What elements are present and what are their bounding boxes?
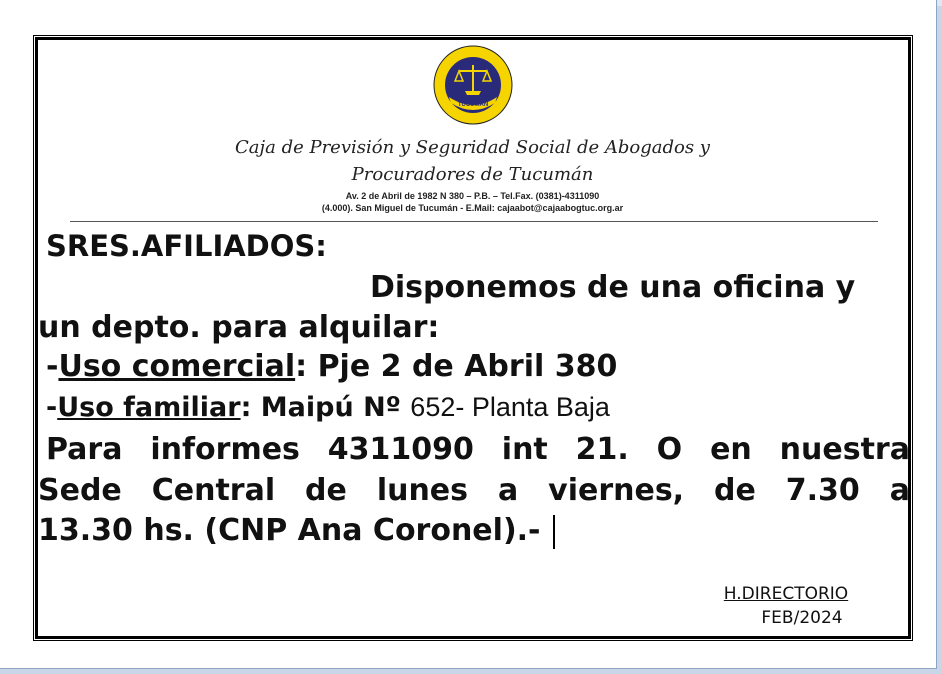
family-use-address: : Maipú Nº	[240, 392, 411, 423]
commercial-use-label: Uso comercial	[58, 349, 296, 384]
svg-text:TUCUMAN: TUCUMAN	[457, 102, 489, 108]
signature-date: FEB/2024	[761, 608, 843, 628]
organization-name-line1: Caja de Previsión y Seguridad Social de Abogados y	[235, 137, 710, 158]
info-word: a	[497, 473, 519, 508]
header-divider	[70, 221, 878, 222]
commercial-use-address: : Pje 2 de Abril 380	[295, 349, 618, 384]
info-line1	[46, 432, 910, 467]
info-word: viernes,	[548, 473, 685, 508]
organization-name-line2: Procuradores de Tucumán	[351, 164, 594, 185]
info-word: en	[710, 432, 752, 467]
info-word: lunes	[376, 473, 469, 508]
info-line2	[38, 473, 910, 508]
info-word: int	[501, 432, 548, 467]
info-word: a	[889, 473, 910, 508]
info-word: Sede	[38, 473, 122, 508]
info-word: 7.30	[785, 473, 860, 508]
info-line3-text: 13.30 hs. (CNP Ana Coronel).-	[38, 513, 541, 548]
family-use-item	[46, 392, 918, 423]
info-word: Central	[151, 473, 276, 508]
info-word: 4311090	[327, 432, 474, 467]
info-line3	[38, 513, 910, 549]
announcement-line1: Disponemos de una oficina y	[370, 270, 856, 305]
announcement-line2: un depto. para alquilar:	[38, 310, 440, 345]
family-use-address-detail: 652- Planta Baja	[410, 392, 610, 422]
family-use-label: Uso familiar	[57, 392, 241, 423]
info-word: O	[656, 432, 683, 467]
info-word: de	[714, 473, 756, 508]
salutation: SRES.AFILIADOS:	[46, 229, 327, 263]
info-word: nuestra	[779, 432, 910, 467]
institution-seal-logo	[433, 45, 513, 125]
text-cursor	[553, 515, 555, 549]
address-line1: Av. 2 de Abril de 1982 N 380 – P.B. – Tel.Fax. (0381)-4311090	[345, 191, 600, 201]
item-dash: -	[46, 349, 59, 384]
item-dash: -	[46, 392, 58, 423]
commercial-use-item	[46, 349, 918, 384]
info-word: informes	[150, 432, 300, 467]
info-word: de	[305, 473, 347, 508]
address-line2: (4.000). San Miguel de Tucumán - E.Mail: cajaabot@cajaabogtuc.org.ar	[321, 203, 624, 213]
info-word: 21.	[575, 432, 629, 467]
info-word: Para	[46, 432, 123, 467]
signer: H.DIRECTORIO	[723, 584, 849, 604]
